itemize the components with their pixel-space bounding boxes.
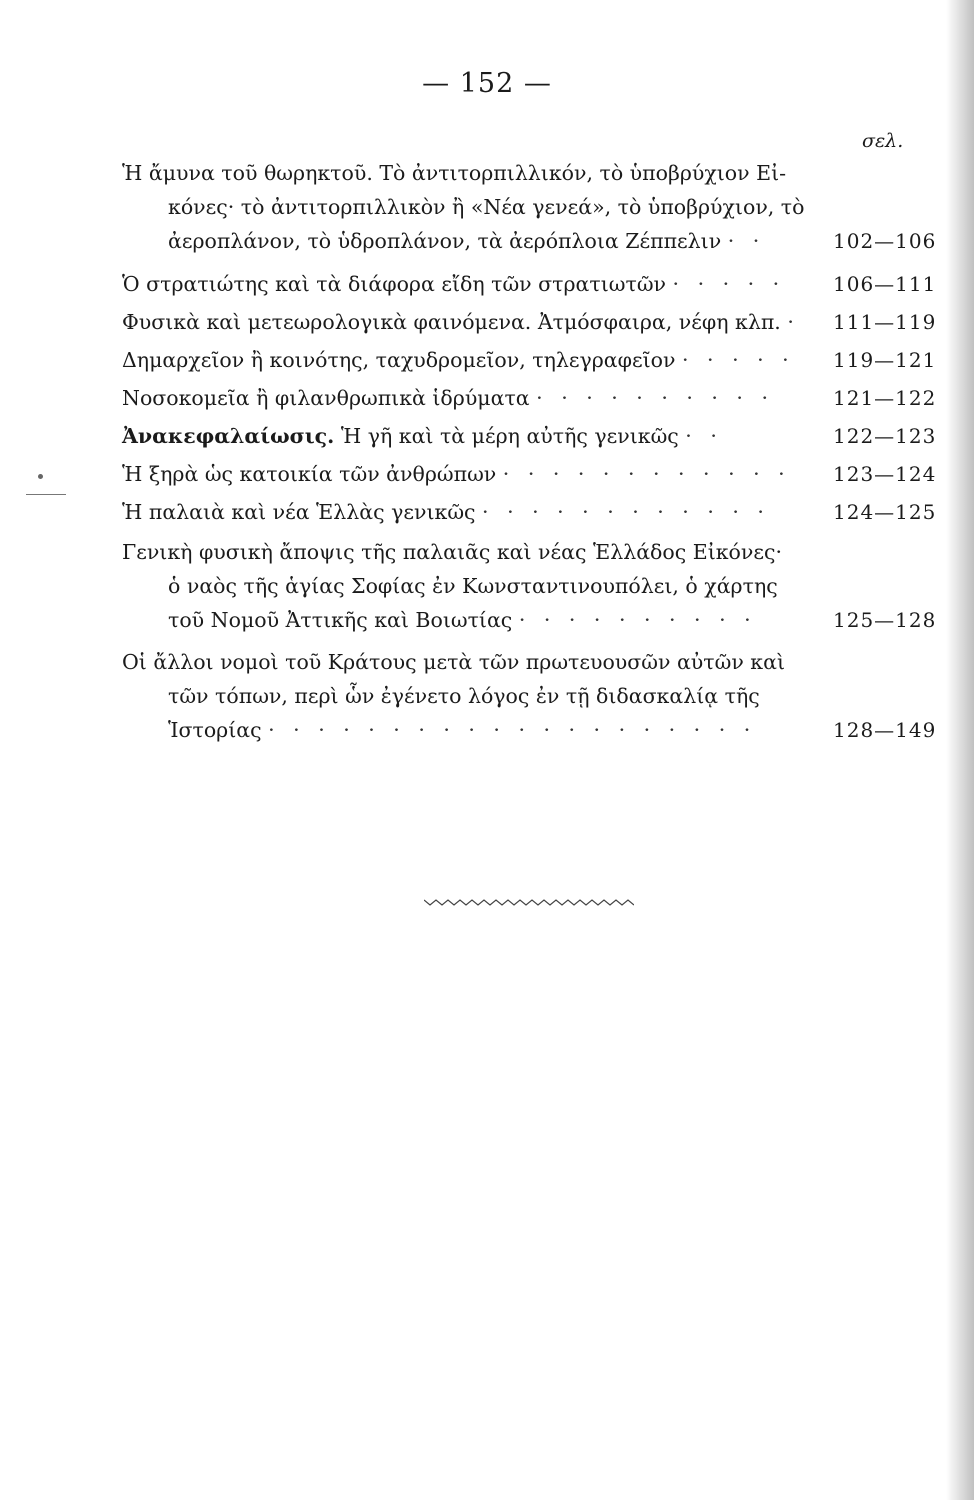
page-range: 106—111 (833, 272, 937, 296)
entry-line: Ὁ στρατιώτης καὶ τὰ διάφορα εἴδη τῶν στρατιωτῶν (122, 272, 667, 296)
page-range: 111—119 (833, 310, 937, 334)
page-range: 102—106 (833, 229, 937, 253)
page-column-label: σελ. (862, 130, 904, 152)
leader-dots: · (787, 310, 800, 334)
page-range: 125—128 (833, 608, 937, 632)
toc-entry (122, 495, 942, 529)
toc-entry (122, 267, 942, 301)
entry-line: Ἡ ἄμυνα τοῦ θωρηκτοῦ. Τὸ ἀντιτορπιλλικόν, τὸ ὑποβρύχιον Εἰ- (122, 161, 787, 185)
entry-line: Οἱ ἄλλοι νομοὶ τοῦ Κράτους μετὰ τῶν πρωτευουσῶν αὐτῶν καὶ (122, 650, 785, 674)
toc-entry (122, 381, 942, 415)
entry-line: τῶν τόπων, περὶ ὧν ἐγένετο λόγος ἐν τῇ διδασκαλίᾳ τῆς (168, 684, 760, 708)
leader-dots: · · · · · · · · · · · · · · · · · · · · (268, 718, 757, 742)
toc-entry (122, 305, 942, 339)
toc-entry (122, 156, 942, 258)
leader-dots: · · · · · · · · · · (536, 386, 774, 410)
toc-entry (122, 645, 942, 747)
entry-line: κόνες· τὸ ἀντιτορπιλλικὸν ἢ «Νέα γενεά», τὸ ὑποβρύχιον, τὸ (168, 195, 805, 219)
leader-dots: · · · · · · · · · · · · (502, 462, 791, 486)
page-number: — 152 — (422, 68, 552, 99)
ink-speck (38, 474, 43, 479)
entry-line: ἀεροπλάνον, τὸ ὑδροπλάνον, τὰ ἀερόπλοια Ζέππελιν (168, 229, 722, 253)
leader-dots: · · · · · (672, 272, 786, 296)
entry-line: Ἡ παλαιὰ καὶ νέα Ἑλλὰς γενικῶς (122, 500, 476, 524)
entry-line: Ἱστορίας (168, 718, 262, 742)
entry-line: Γενικὴ φυσικὴ ἄποψις τῆς παλαιᾶς καὶ νέας Ἑλλάδος Εἰκόνες· (122, 540, 782, 564)
leader-dots: · · · · · · · · · · (518, 608, 757, 632)
recap-label: Ἀνακεφαλαίωσις. (122, 424, 335, 448)
toc-entry (122, 419, 942, 453)
entry-line: Ἡ γῆ καὶ τὰ μέρη αὐτῆς γενικῶς (340, 424, 679, 448)
page-range: 123—124 (833, 462, 937, 486)
leader-dots: · · · · · · · · · · · · (482, 500, 770, 524)
page-range: 124—125 (833, 500, 937, 524)
entry-line: Ἡ ξηρὰ ὡς κατοικία τῶν ἀνθρώπων (122, 462, 497, 486)
ornamental-divider (424, 896, 634, 908)
page-range: 128—149 (833, 718, 937, 742)
page-range: 119—121 (833, 348, 937, 372)
entry-line: Φυσικὰ καὶ μετεωρολογικὰ φαινόμενα. Ἀτμόσφαιρα, νέφη κλπ. (122, 310, 781, 334)
leader-dots: · · (685, 424, 723, 448)
toc-entry (122, 343, 942, 377)
margin-mark (26, 494, 66, 495)
entry-line: Δημαρχεῖον ἢ κοινότης, ταχυδρομεῖον, τηλεγραφεῖον (122, 348, 676, 372)
page-range: 122—123 (833, 424, 937, 448)
page-range: 121—122 (833, 386, 937, 410)
leader-dots: · · · · · (682, 348, 795, 372)
entry-line: τοῦ Νομοῦ Ἀττικῆς καὶ Βοιωτίας (168, 608, 513, 632)
toc-entry (122, 535, 942, 637)
toc-entry (122, 457, 942, 491)
entry-line: Νοσοκομεῖα ἢ φιλανθρωπικὰ ἱδρύματα (122, 386, 530, 410)
leader-dots: · · (727, 229, 766, 253)
page-edge-shadow (946, 0, 974, 1500)
entry-line: ὁ ναὸς τῆς ἁγίας Σοφίας ἐν Κωνσταντινουπόλει, ὁ χάρτης (168, 574, 778, 598)
